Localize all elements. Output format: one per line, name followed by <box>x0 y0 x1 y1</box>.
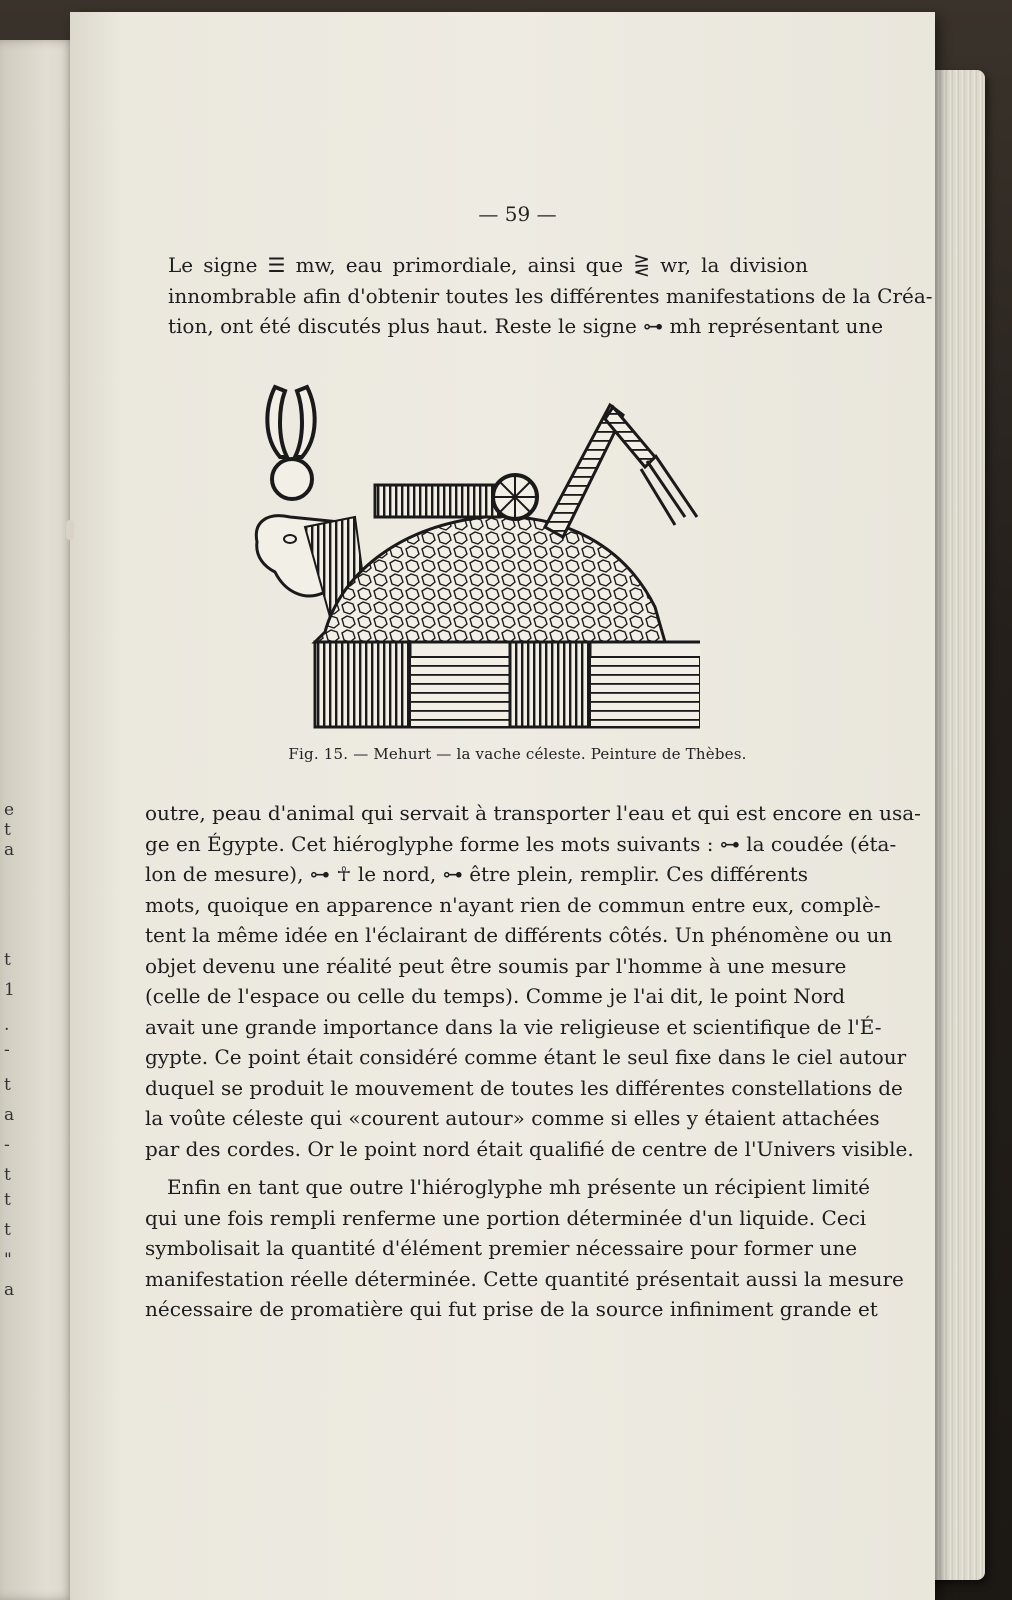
left-page-fragment: t <box>4 1220 11 1240</box>
text-line: duquel se produit le mouvement de toutes les différentes constellations de <box>145 1075 903 1100</box>
left-page-fragment: t <box>4 820 11 840</box>
left-page-fragment: - <box>4 1135 10 1155</box>
main-paragraph <box>145 798 921 1164</box>
text-line: (celle de l'espace ou celle du temps). Comme je l'ai dit, le point Nord <box>145 984 846 1008</box>
left-page-fragment: - <box>4 1040 10 1060</box>
left-page-fragment: a <box>4 840 15 860</box>
text-line: gypte. Ce point était considéré comme étant le seul fixe dans le ciel autour <box>145 1045 907 1069</box>
text-line: Le signe ☰ mw, eau primordiale, ainsi que ⋛ wr, la division <box>168 253 808 277</box>
left-page-fragment: a <box>4 1280 15 1300</box>
text-line: lon de mesure), ⊶ ☥ le nord, ⊶ être plein, remplir. Ces différents <box>145 862 808 886</box>
text-line: Enfin en tant que outre l'hiéroglyphe mh présente un récipient limité <box>167 1175 871 1199</box>
left-page-fragment: t <box>4 1075 11 1095</box>
spine-thread <box>66 520 74 540</box>
left-page-fragment: t <box>4 950 11 970</box>
left-page-fragment: t <box>4 1190 11 1210</box>
text-line: la voûte céleste qui «courent autour» comme si elles y étaient attachées <box>145 1106 880 1130</box>
left-page <box>0 40 78 1600</box>
text-line: outre, peau d'animal qui servait à transporter l'eau et qui est encore en usa- <box>145 801 921 825</box>
text-line: par des cordes. Or le point nord était qualifié de centre de l'Univers visible. <box>145 1136 914 1161</box>
mehurt-illustration <box>245 377 700 732</box>
left-page-fragment: " <box>4 1250 12 1270</box>
text-line: objet devenu une réalité peut être soumis par l'homme à une mesure <box>145 953 847 978</box>
text-line: nécessaire de promatière qui fut prise de la source infiniment grande et <box>145 1297 878 1321</box>
left-page-fragment: a <box>4 1105 15 1125</box>
closing-paragraph <box>145 1172 904 1325</box>
text-line: innombrable afin d'obtenir toutes les différentes manifestations de la Créa- <box>168 283 933 308</box>
text-line: qui une fois rempli renferme une portion déterminée d'un liquide. Ceci <box>145 1205 867 1230</box>
celestial-cow-drawing <box>245 377 700 732</box>
text-line: avait une grande importance dans la vie religieuse et scientifique de l'É- <box>145 1014 882 1039</box>
left-page-fragment: t <box>4 1165 11 1185</box>
text-line: ge en Égypte. Cet hiéroglyphe forme les mots suivants : ⊶ la coudée (éta- <box>145 831 897 856</box>
left-page-fragment: 1 <box>4 980 15 1000</box>
page-number: — 59 — <box>478 202 557 226</box>
text-line: mots, quoique en apparence n'ayant rien de commun entre eux, complè- <box>145 892 881 917</box>
text-line: tent la même idée en l'éclairant de différents côtés. Un phénomène ou un <box>145 923 893 947</box>
figure-caption: Fig. 15. — Mehurt — la vache céleste. Peinture de Thèbes. <box>288 745 747 763</box>
book-page <box>70 12 935 1600</box>
left-page-fragment: . <box>4 1015 10 1035</box>
top-paragraph <box>168 250 933 342</box>
text-line: manifestation réelle déterminée. Cette quantité présentait aussi la mesure <box>145 1266 904 1291</box>
left-page-fragment: e <box>4 800 15 820</box>
text-line: tion, ont été discutés plus haut. Reste le signe ⊶ mh représentant une <box>168 314 884 338</box>
text-line: symbolisait la quantité d'élément premier nécessaire pour former une <box>145 1236 858 1260</box>
